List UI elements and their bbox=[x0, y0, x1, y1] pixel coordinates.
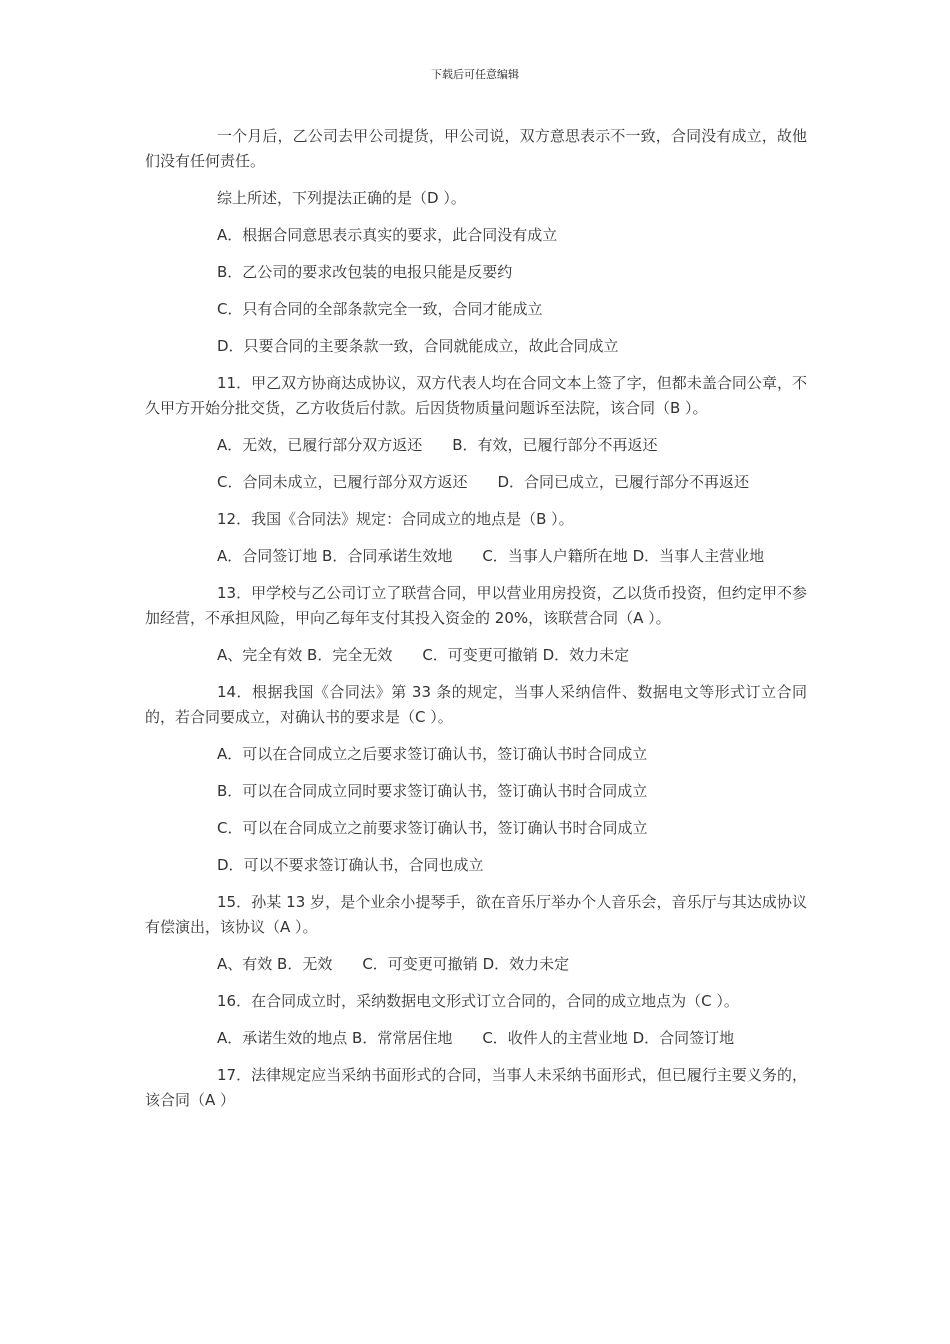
option-line: A．可以在合同成立之后要求签订确认书，签订确认书时合同成立 bbox=[217, 745, 648, 763]
question-12: 12．我国《合同法》规定：合同成立的地点是（B ）。 bbox=[217, 510, 574, 528]
question-17: 17．法律规定应当采纳书面形式的合同，当事人未采纳书面形式，但已履行主要义务的，该合同（A ） bbox=[145, 1066, 807, 1109]
question-answer-line: 综上所述，下列提法正确的是（D ）。 bbox=[217, 189, 466, 207]
question-11: 11．甲乙双方协商达成协议，双方代表人均在合同文本上签了字，但都未盖合同公章，不久甲方开始分批交货，乙方收货后付款。后因货物质量问题诉至法院，该合同（B ）。 bbox=[145, 374, 807, 417]
option-line: C．只有合同的全部条款完全一致，合同才能成立 bbox=[217, 300, 543, 318]
question-15: 15．孙某 13 岁，是个业余小提琴手，欲在音乐厅举办个人音乐会，音乐厅与其达成协议有偿演出，该协议（A ）。 bbox=[145, 893, 807, 936]
document-body bbox=[145, 124, 807, 1125]
option-line: D．只要合同的主要条款一致，合同就能成立，故此合同成立 bbox=[217, 337, 619, 355]
question-14: 14．根据我国《合同法》第 33 条的规定，当事人采纳信件、数据电文等形式订立合同的，若合同要成立，对确认书的要求是（C ）。 bbox=[145, 683, 807, 726]
option-line: D．可以不要求签订确认书，合同也成立 bbox=[217, 856, 484, 874]
option-text: C．合同未成立，已履行部分双方返还 bbox=[217, 473, 468, 491]
option-text: A．承诺生效的地点 B．常常居住地 bbox=[217, 1029, 453, 1047]
option-text: A、有效 B．无效 bbox=[217, 955, 333, 973]
question-16: 16．在合同成立时，采纳数据电文形式订立合同的，合同的成立地点为（C ）。 bbox=[217, 992, 739, 1010]
paragraph: 一个月后，乙公司去甲公司提货，甲公司说，双方意思表示不一致，合同没有成立，故他们没有任何责任。 bbox=[145, 127, 807, 170]
option-text: C．收件人的主营业地 D．合同签订地 bbox=[482, 1029, 735, 1047]
option-line bbox=[145, 470, 807, 495]
option-line: C．可以在合同成立之前要求签订确认书，签订确认书时合同成立 bbox=[217, 819, 648, 837]
option-text: C．可变更可撤销 D．效力未定 bbox=[362, 955, 570, 973]
page-header: 下载后可任意编辑 bbox=[431, 68, 519, 81]
option-text: C．当事人户籍所在地 D．当事人主营业地 bbox=[482, 547, 765, 565]
option-line: B．可以在合同成立同时要求签订确认书，签订确认书时合同成立 bbox=[217, 782, 648, 800]
option-line: B．乙公司的要求改包装的电报只能是反要约 bbox=[217, 263, 513, 281]
question-13: 13．甲学校与乙公司订立了联营合同，甲以营业用房投资，乙以货币投资，但约定甲不参加经营，不承担风险，甲向乙每年支付其投入资金的 20%，该联营合同（A ）。 bbox=[145, 584, 807, 627]
option-line bbox=[145, 1026, 807, 1051]
option-line bbox=[145, 433, 807, 458]
option-line: A．根据合同意思表示真实的要求，此合同没有成立 bbox=[217, 226, 558, 244]
option-text: C．可变更可撤销 D．效力未定 bbox=[422, 646, 630, 664]
option-text: D．合同已成立，已履行部分不再返还 bbox=[497, 473, 750, 491]
option-line bbox=[145, 952, 807, 977]
option-text: A．合同签订地 B．合同承诺生效地 bbox=[217, 547, 453, 565]
option-text: A．无效，已履行部分双方返还 bbox=[217, 436, 423, 454]
option-text: A、完全有效 B．完全无效 bbox=[217, 646, 393, 664]
option-line bbox=[145, 643, 807, 668]
option-line bbox=[145, 544, 807, 569]
option-text: B．有效，已履行部分不再返还 bbox=[452, 436, 658, 454]
